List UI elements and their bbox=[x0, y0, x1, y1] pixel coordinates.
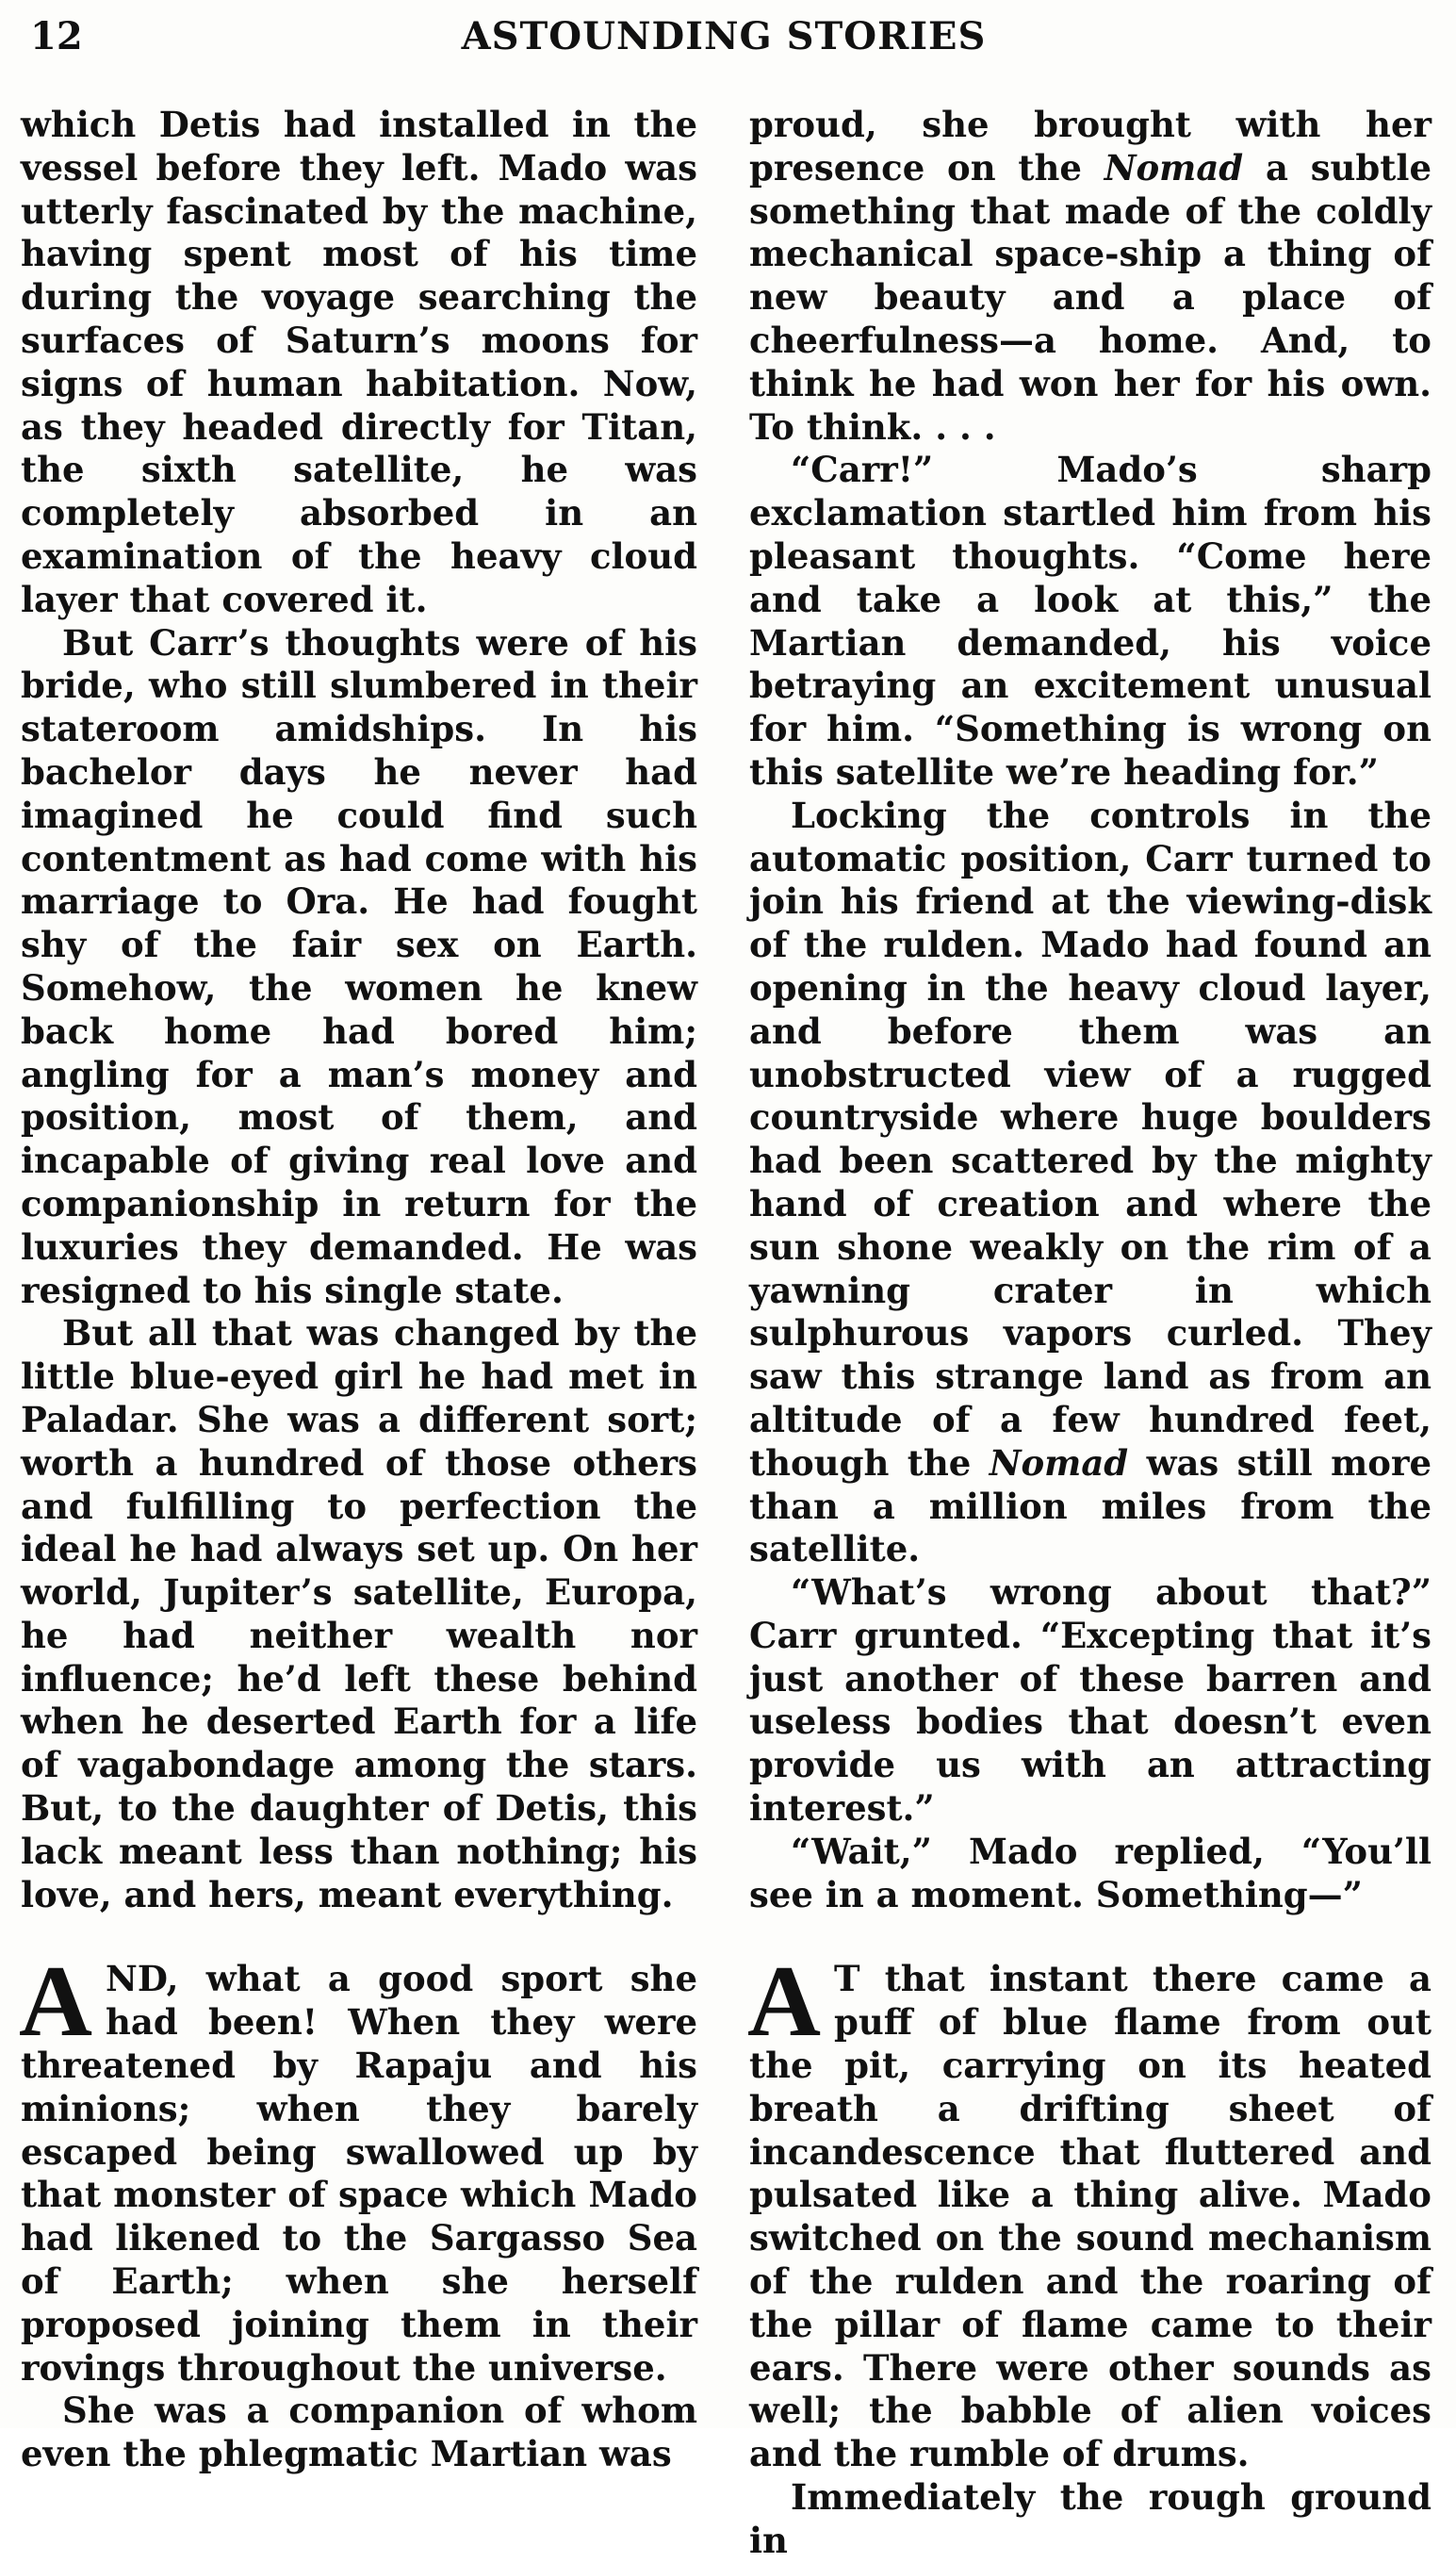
section-paragraph bbox=[747, 1946, 1431, 2476]
ship-name: Nomad bbox=[989, 1441, 1129, 1484]
paragraph-text: a subtle something that made of the coldly mechanical space-ship a thing of new beauty and a place of cheerfulness—a home. And, to think he had won her for his own. To think. . . . bbox=[749, 146, 1431, 448]
paragraph-text: that instant there came a puff of blue flame from out the pit, carrying on its heated breath a drifting sheet of incandescence that fluttered and pulsated like a thing alive. Mado switched on the sound mechanism of the rulden and the roaring of the pillar of flame came to their ears. There were other sounds as well; the babble of alien voices and the rumble of drums. bbox=[749, 1958, 1431, 2475]
paragraph: But all that was changed by the little blue-eyed girl he had met in Paladar. She was a different sort; worth a hundred of those others and fulfilling to perfection the ideal he had always set up. On her world, Jupiter’s satellite, Europa, he had neither wealth nor influence; he’d left these behind when he deserted Earth for a life of vagabondage among the stars. But, to the daughter of Detis, this lack meant less than nothing; his love, and hers, meant everything. bbox=[21, 1312, 697, 1915]
drop-cap: A bbox=[19, 1946, 92, 2059]
paragraph: Immediately the rough ground in bbox=[749, 2476, 1431, 2561]
paragraph: But Carr’s thoughts were of his bride, who still slumbered in their stateroom amidships. In his bachelor days he never had imagined he could find such contentment as had come with his marriage to Ora. He had fought shy of the fair sex on Earth. Somehow, the women he knew back home had bored him; angling for a man’s money and position, most of them, and incapable of giving real love and companionship in return for the luxuries they demanded. He was resigned to his single state. bbox=[21, 621, 697, 1311]
paragraph-text: Locking the controls in the automatic position, Carr turned to join his friend at the viewing-disk of the rulden. Mado had found an opening in the heavy cloud layer, and before them was an unobstructed view of a rugged countryside where huge boulders had been scattered by the mighty hand of creation and where the sun shone weakly on the rim of a yawning crater in which sulphurous vapors curled. They saw this strange land as from an altitude of a few hundred feet, though the bbox=[749, 794, 1431, 1484]
paragraph: “Carr!” Mado’s sharp exclamation startled him from his pleasant thoughts. “Come here and take a look at this,” the Martian demanded, his voice betraying an excitement unusual for him. “Something is wrong on this satellite we’re heading for.” bbox=[749, 449, 1431, 793]
paragraph: which Detis had installed in the vessel before they left. Mado was utterly fascinated by the machine, having spent most of his time during the voyage searching the surfaces of Saturn’s moons for signs of human habitation. Now, as they headed directly for Titan, the sixth satellite, he was completely absorbed in an examination of the heavy cloud layer that covered it. bbox=[21, 104, 697, 620]
paragraph: “What’s wrong about that?” Carr grunted. “Excepting that it’s just another of these barren and useless bodies that doesn’t even provide us with an attracting interest.” bbox=[749, 1571, 1431, 1830]
ship-name: Nomad bbox=[1104, 146, 1244, 189]
page-number: 12 bbox=[30, 14, 83, 58]
paragraph-text: proud, she brought with her presence on the bbox=[749, 104, 1431, 189]
page-header bbox=[26, 8, 1421, 66]
paragraph: “Wait,” Mado replied, “You’ll see in a moment. Something—” bbox=[749, 1830, 1431, 1915]
paragraph bbox=[749, 104, 1431, 449]
paragraph bbox=[749, 795, 1431, 1571]
right-column bbox=[749, 104, 1431, 2563]
paragraph: She was a companion of whom even the phlegmatic Martian was bbox=[21, 2390, 697, 2475]
lead-in: T bbox=[834, 1958, 860, 2000]
paragraph-text: was still more than a million miles from the satellite. bbox=[749, 1441, 1431, 1570]
running-head: ASTOUNDING STORIES bbox=[461, 14, 987, 58]
drop-cap: A bbox=[747, 1946, 821, 2059]
section-paragraph bbox=[19, 1946, 697, 2390]
paragraph-text: what a good sport she had been! When they were threatened by Rapaju and his minions; when they barely escaped being swallowed up by that monster of space which Mado had likened to the Sargasso Sea of Earth; when she herself proposed joining them in their rovings throughout the universe. bbox=[21, 1958, 697, 2389]
left-column bbox=[21, 104, 697, 2476]
lead-in: ND, bbox=[106, 1958, 179, 2000]
